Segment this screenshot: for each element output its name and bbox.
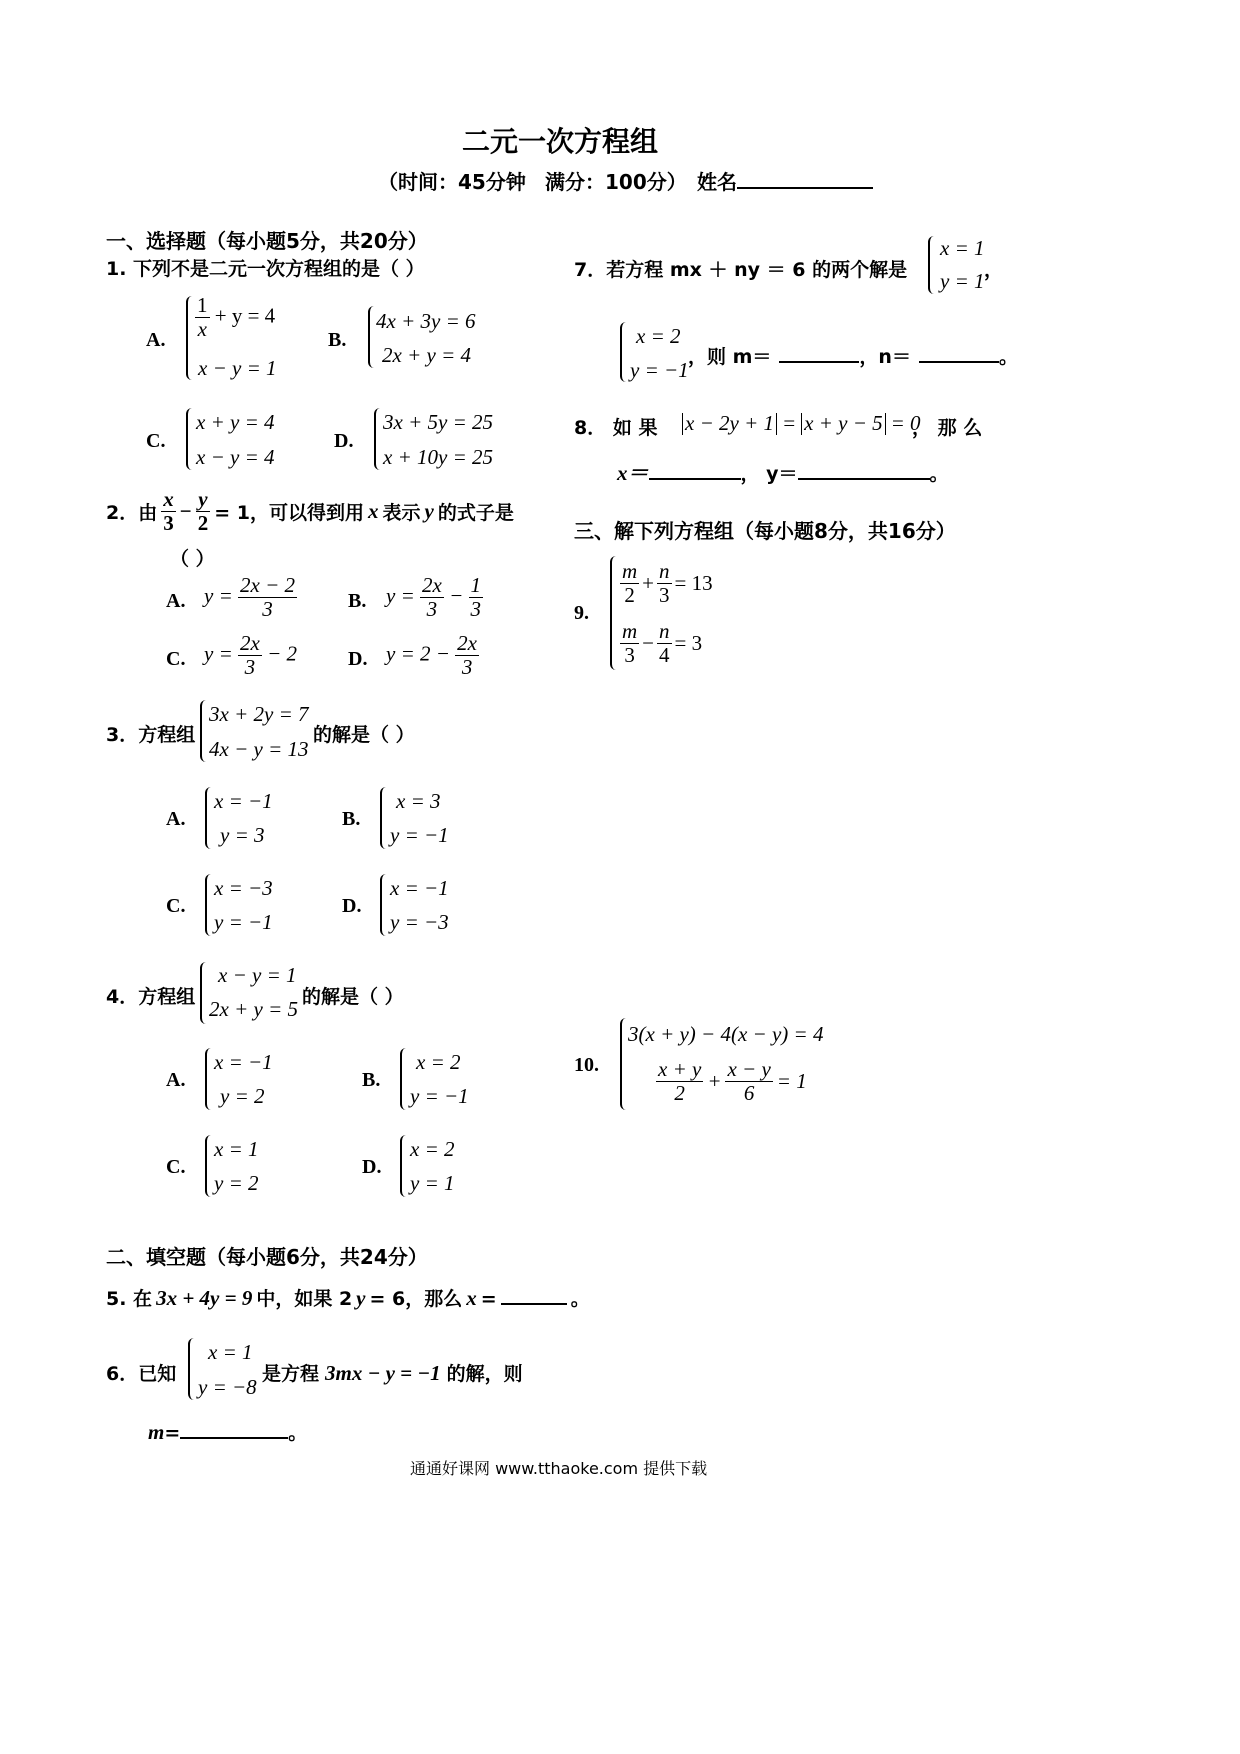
q1-d-line1: 3x + 5y = 25 (383, 410, 493, 434)
q2-option-a-label: A. (166, 590, 186, 612)
q1-option-b-label: B. (328, 329, 347, 351)
q4-a-line1: x = −1 (214, 1050, 273, 1074)
question-5-text: 5. 在 3x + 4y = 9 中，如果 2 y = 6，那么 x = 。 (106, 1286, 590, 1310)
q5-answer-blank[interactable] (501, 1285, 567, 1305)
q4-line1: x − y = 1 (218, 963, 297, 987)
q7-comma: ， (984, 259, 1004, 281)
q10-line1: 3(x + y) − 4(x − y) = 4 (628, 1022, 824, 1046)
q7-line2: y = 1 (940, 269, 985, 293)
q6-answer-line: m = 。 (148, 1420, 308, 1444)
q3-option-d-label: D. (342, 895, 362, 917)
q1-option-d-label: D. (334, 430, 354, 452)
question-8-suffix: ， 那 么 (912, 417, 983, 439)
q6-line2: y = −8 (198, 1375, 257, 1399)
q4-a-brace (205, 1048, 211, 1110)
q1-a-line2: x − y = 1 (198, 356, 277, 380)
question-4-suffix: 的解是（ ） (302, 986, 404, 1008)
q3-option-c-label: C. (166, 895, 186, 917)
q3-line2: 4x − y = 13 (209, 737, 309, 761)
section-2-heading: 二、填空题（每小题6分，共24分） (106, 1245, 428, 1269)
q1-c-line2: x − y = 4 (196, 445, 275, 469)
q6-answer-blank[interactable] (180, 1419, 288, 1439)
q1-a-line1: $\frac{1}{x}$ + y = 4 (197, 293, 276, 342)
q4-option-d-label: D. (362, 1156, 382, 1178)
q3-line1: 3x + 2y = 7 (209, 702, 309, 726)
question-1-text: 1. 下列不是二元一次方程组的是（ ） (106, 258, 425, 280)
q7-answer-line: ，则 m＝ ，n＝ 。 (688, 342, 1018, 369)
q3-d-brace (380, 874, 386, 936)
q3-a-brace (205, 787, 211, 849)
question-4-prefix: 4．方程组 (106, 986, 196, 1008)
q3-b-line1: x = 3 (396, 789, 441, 813)
q2-paren: （ ） (170, 548, 215, 570)
question-3-prefix: 3．方程组 (106, 724, 196, 746)
question-6-rest: 是方程 3mx − y = −1 的解，则 (262, 1361, 523, 1385)
q4-c-line2: y = 2 (214, 1171, 259, 1195)
q4-c-line1: x = 1 (214, 1137, 259, 1161)
q7-line1: x = 1 (940, 236, 985, 260)
q8-equation: x − 2y + 1 = x + y − 5 = 0 (680, 411, 921, 436)
q2-b-expr: y = $\frac{2x}{3}$ − $\frac{1}{3}$ (386, 573, 481, 622)
q4-d-brace (400, 1135, 406, 1197)
q2-a-expr: y = $\frac{2x - 2}{3}$ (204, 573, 295, 622)
q3-c-brace (205, 874, 211, 936)
q1-b-brace (368, 306, 374, 368)
q4-b-line2: y = −1 (410, 1084, 469, 1108)
name-blank[interactable] (737, 167, 873, 189)
q4-a-line2: y = 2 (220, 1084, 265, 1108)
q9-system-brace (610, 556, 616, 670)
q1-c-brace (186, 408, 192, 470)
q7-s2-line2: y = −1 (630, 358, 689, 382)
q1-d-line2: x + 10y = 25 (383, 445, 493, 469)
q8-x-blank[interactable] (649, 460, 741, 480)
q8-y-blank[interactable] (798, 460, 930, 480)
q3-b-brace (380, 787, 386, 849)
q1-option-c-label: C. (146, 430, 166, 452)
q3-c-line2: y = −1 (214, 910, 273, 934)
q4-b-brace (400, 1048, 406, 1110)
q3-system-brace (200, 700, 206, 762)
q10-system-brace (620, 1018, 626, 1110)
q2-c-expr: y = $\frac{2x}{3}$ − 2 (204, 631, 297, 680)
q2-d-expr: y = 2 − $\frac{2x}{3}$ (386, 631, 477, 680)
q2-option-d-label: D. (348, 648, 368, 670)
q4-system-brace (200, 962, 206, 1024)
q6-system-brace (188, 1338, 194, 1400)
q3-c-line1: x = −3 (214, 876, 273, 900)
q3-a-line2: y = 3 (220, 823, 265, 847)
page-title: 二元一次方程组 (462, 125, 659, 158)
q9-line2: $\frac{m}{3}$ − $\frac{n}{4}$ = 3 (622, 619, 703, 668)
q2-option-c-label: C. (166, 648, 186, 670)
q10-label: 10. (574, 1054, 599, 1076)
q3-b-line2: y = −1 (390, 823, 449, 847)
question-2-text: 2．由 $\frac{x}{3}$ − $\frac{y}{2}$ = 1，可以得到用 x 表示 y 的式子是 (106, 487, 514, 536)
q4-line2: 2x + y = 5 (209, 997, 298, 1021)
question-8-prefix: 8． 如 果 (574, 417, 658, 439)
q3-d-line1: x = −1 (390, 876, 449, 900)
time-info: （时间：45分钟 (378, 170, 526, 194)
q4-option-b-label: B. (362, 1069, 381, 1091)
q7-n-blank[interactable] (919, 343, 999, 363)
q7-system-brace-2 (620, 322, 626, 382)
q4-option-a-label: A. (166, 1069, 186, 1091)
q4-c-brace (205, 1135, 211, 1197)
q1-a-brace (186, 296, 192, 380)
q6-line1: x = 1 (208, 1340, 253, 1364)
q4-option-c-label: C. (166, 1156, 186, 1178)
q3-option-b-label: B. (342, 808, 361, 830)
q4-d-line1: x = 2 (410, 1137, 455, 1161)
q1-c-line1: x + y = 4 (196, 410, 275, 434)
q1-b-line2: 2x + y = 4 (382, 343, 471, 367)
q1-option-a-label: A. (146, 329, 166, 351)
q10-line2: $\frac{x + y}{2}$ + $\frac{x - y}{6}$ = 1 (658, 1057, 807, 1106)
q4-b-line1: x = 2 (416, 1050, 461, 1074)
q7-m-blank[interactable] (779, 343, 859, 363)
q9-line1: $\frac{m}{2}$ + $\frac{n}{3}$ = 13 (622, 559, 713, 608)
q7-system-brace-1 (928, 236, 934, 294)
q3-option-a-label: A. (166, 808, 186, 830)
question-7-prefix: 7．若方程 mx ＋ ny ＝ 6 的两个解是 (574, 259, 908, 281)
q4-d-line2: y = 1 (410, 1171, 455, 1195)
section-3-heading: 三、解下列方程组（每小题8分，共16分） (574, 519, 956, 543)
q3-a-line1: x = −1 (214, 789, 273, 813)
question-6-prefix: 6．已知 (106, 1363, 177, 1385)
q1-d-brace (374, 408, 380, 470)
q3-d-line2: y = −3 (390, 910, 449, 934)
q7-s2-line1: x = 2 (636, 324, 681, 348)
q1-b-line1: 4x + 3y = 6 (376, 309, 476, 333)
score-info: 满分：100分） (545, 170, 687, 194)
section-1-heading: 一、选择题（每小题5分，共20分） (106, 229, 428, 253)
q8-answer-line: x＝ ， y＝ 。 (617, 461, 949, 485)
q9-label: 9. (574, 602, 589, 624)
q2-option-b-label: B. (348, 590, 367, 612)
footer-source: 通通好课网 www.tthaoke.com 提供下载 (410, 1459, 708, 1478)
question-3-suffix: 的解是（ ） (313, 724, 415, 746)
name-label: 姓名 (697, 166, 873, 195)
